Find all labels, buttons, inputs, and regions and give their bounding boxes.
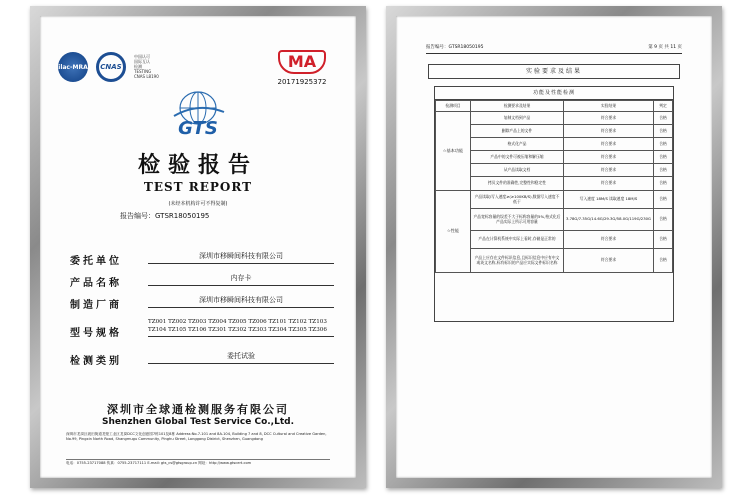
column-header: 实验结果 [563,101,653,112]
result-cell: 符合要求 [563,112,653,125]
field-value: TZ001 TZ002 TZ003 TZ004 TZ005 TZ006 TZ101 TZ102 TZ103 TZ104 TZ105 TZ106 TZ301 TZ302 TZ303 TZ304 TZ305 TZ306 [148,318,334,337]
page-header [426,44,682,54]
company-address: 深圳市龙岗区坂田街道龙壁工业区龙岗DCC文化创意园7栋101及8栋 Address:No.7-101 and 8A-104, Building 7 and 8, DCC Cultural and Creative Garden, No.99, Pingxin North Road, Shangmugu Community, Pinghu Street, Longgang District, Shenzhen, Guangdong [66,432,327,441]
field-label: 制造厂商 [70,300,122,311]
req-cell: 删除产品上的文件 [471,125,564,138]
column-header: 检测要求及结果 [471,101,564,112]
table-row [436,112,673,125]
result-cell: 符合要求 [563,231,653,249]
result-cell: 写入速度 18M/S 读取速度 18M/S [563,191,653,209]
req-cell: 产品上应存在文件标识信息,且标识信息中应有中文或英文名称,标有标识的产品应实际文件标识名称 [471,249,564,273]
column-header: 检测项目 [436,101,471,112]
cnas-logo: CNAS [96,52,126,82]
ma-logo: MA [278,50,326,74]
field-label: 检测类别 [70,356,122,367]
req-cell: 产品在计算机系统中实际上看时,存储是正常的 [471,231,564,249]
field-label: 产品名称 [70,278,122,289]
field-value: 委托试验 [148,352,334,364]
cnas-text-line: TESTING [134,69,152,74]
ma-number: 20171925372 [277,78,327,86]
ilac-logo: ilac-MRA [58,52,88,82]
category-cell: ☆性能 [436,191,471,273]
judge-cell: 合格 [654,177,673,191]
cover-frame [30,6,366,488]
table-row [436,209,673,231]
copy-note: (未经本机构许可不得复制) [168,201,228,207]
results-table [434,86,674,322]
result-cell: 符合要求 [563,177,653,191]
result-cell: 3.78G/7.35G/14.6G/29.3G/58.0G/119G/230G [563,209,653,231]
section-title: 实验要求及结果 [428,64,680,79]
gts-brand: GTS [178,118,218,138]
company-name-en: Shenzhen Global Test Service Co.,Ltd. [102,417,294,427]
gts-logo [40,88,356,138]
globe-icon [158,88,238,138]
table-row [436,151,673,164]
company-contact: 电话：0755-23717088 传真：0755-23717111 E-mail: gts_cs@gtsgroup.cn 网址：http://www.gtscert.com [66,459,330,466]
judge-cell: 合格 [654,209,673,231]
table-row [436,177,673,191]
results-grid [435,100,673,273]
result-cell: 符合要求 [563,138,653,151]
ma-seal [272,50,332,86]
result-cell: 符合要求 [563,151,653,164]
judge-cell: 合格 [654,151,673,164]
field-value: 深圳市移瞬间科技有限公司 [148,296,334,308]
judge-cell: 合格 [654,191,673,209]
table-row [436,138,673,151]
result-cell: 符合要求 [563,164,653,177]
results-frame [386,6,722,488]
result-cell: 符合要求 [563,125,653,138]
field-value: 深圳市移瞬间科技有限公司 [148,252,334,264]
report-number: 报告编号：GTSR18050195 [120,212,210,220]
category-cell: ☆基本功能 [436,112,471,191]
req-cell: 从产品读取文档 [471,164,564,177]
table-title: 功能及性能检测 [435,87,673,100]
table-row [436,125,673,138]
table-row [436,191,673,209]
req-cell: 拷贝文件的准确性,完整性和稳定性 [471,177,564,191]
column-header: 判定 [654,101,673,112]
req-cell: 产品中的文件可被压缩和解压缩 [471,151,564,164]
field-label: 型号规格 [70,328,122,339]
title-en: TEST REPORT [143,180,253,194]
cnas-text [134,54,164,79]
judge-cell: 合格 [654,231,673,249]
cover-page [40,16,356,478]
header-report-no: 报告编号：GTSR18050195 [426,45,484,50]
field-value: 内存卡 [148,274,334,286]
result-cell: 符合要求 [563,249,653,273]
logo-row [58,50,338,90]
company-name-cn: 深圳市全球通检测服务有限公司 [107,403,289,416]
cnas-text-line: 检测 [134,64,142,69]
judge-cell: 合格 [654,138,673,151]
judge-cell: 合格 [654,112,673,125]
req-cell: 格式化产品 [471,138,564,151]
table-header-row [436,101,673,112]
req-cell: 产品读取/写入速度≥(≥100KB/S),数据写入速度不低于 [471,191,564,209]
cnas-text-line: 中国认可 [134,54,150,59]
table-row [436,164,673,177]
judge-cell: 合格 [654,164,673,177]
title-cn: 检验报告 [137,152,258,178]
req-cell: 复制文档到产品 [471,112,564,125]
req-cell: 产品宽标容量的误差不大于标称容量的5%,格式化后产品实际上所示可用容量 [471,209,564,231]
cnas-text-line: CNAS L8190 [134,74,159,79]
field-label: 委托单位 [70,256,122,267]
judge-cell: 合格 [654,125,673,138]
table-row [436,249,673,273]
cnas-text-line: 国际互认 [134,59,150,64]
header-page-number: 第 9 页 共 11 页 [648,45,682,50]
judge-cell: 合格 [654,249,673,273]
results-page [396,16,712,478]
table-row [436,231,673,249]
